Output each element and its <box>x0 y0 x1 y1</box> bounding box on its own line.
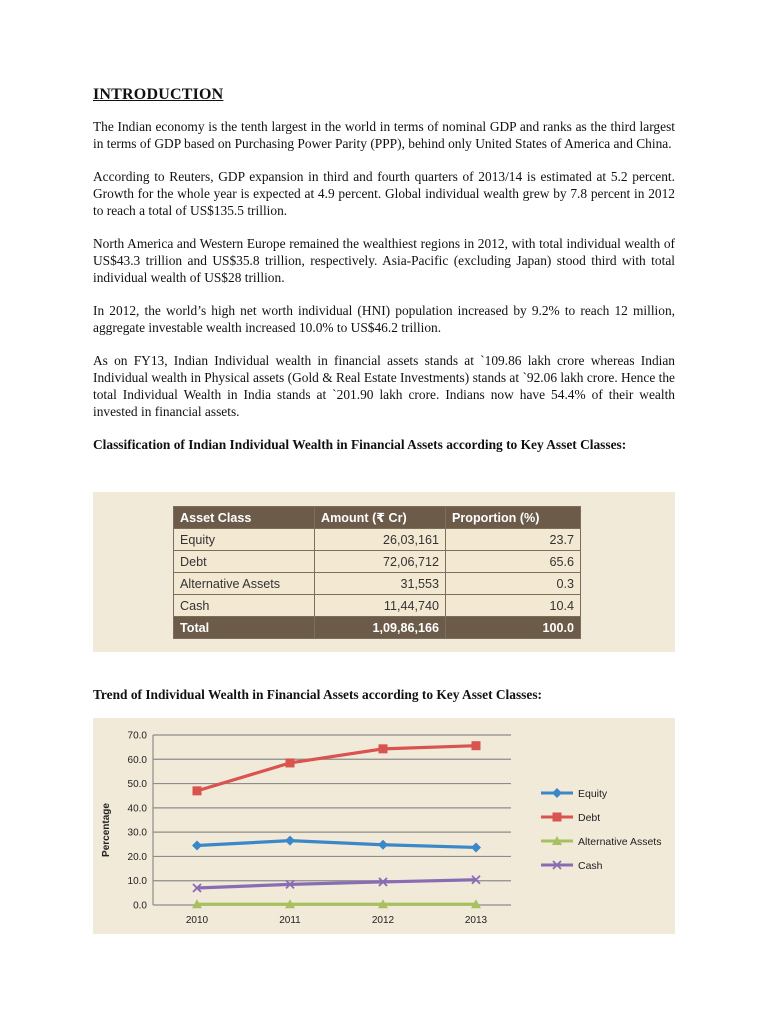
cell-proportion: 65.6 <box>446 551 581 573</box>
y-tick-label: 40.0 <box>127 803 147 815</box>
data-point-debt <box>286 758 295 767</box>
cell-proportion: 10.4 <box>446 595 581 617</box>
table-row <box>174 529 581 551</box>
legend-label-equity: Equity <box>578 788 608 800</box>
x-tick-label: 2013 <box>464 915 488 926</box>
cell-amount: 11,44,740 <box>315 595 446 617</box>
y-tick-label: 0.0 <box>133 900 147 912</box>
data-point-debt <box>379 744 388 753</box>
legend-label-cash: Cash <box>578 860 603 872</box>
data-point-equity <box>192 841 202 851</box>
data-point-debt <box>193 786 202 795</box>
y-tick-label: 50.0 <box>127 779 147 791</box>
cell-proportion: 23.7 <box>446 529 581 551</box>
table-row <box>174 573 581 595</box>
y-tick-label: 60.0 <box>127 754 147 766</box>
cell-amount: 31,553 <box>315 573 446 595</box>
wealth-trend-chart <box>93 718 675 934</box>
asset-table-panel <box>93 492 675 652</box>
column-header-amount: Amount (₹ Cr) <box>315 507 446 529</box>
table-row <box>174 595 581 617</box>
x-tick-label: 2012 <box>371 915 395 926</box>
cell-proportion: 0.3 <box>446 573 581 595</box>
paragraph-gdp: The Indian economy is the tenth largest in the world in terms of nominal GDP and ranks as the third largest in terms of GDP based on Purchasing Power Parity (PPP), behind only United States of America and China. <box>93 119 675 151</box>
x-tick-label: 2010 <box>185 915 209 926</box>
legend-marker-equity <box>552 788 562 798</box>
document-page <box>93 86 675 453</box>
table-row <box>174 551 581 573</box>
y-tick-label: 10.0 <box>127 876 147 888</box>
y-tick-label: 30.0 <box>127 827 147 839</box>
paragraph-fy13: As on FY13, Indian Individual wealth in financial assets stands at `109.86 lakh crore whereas Indian Individual wealth in Physical assets (Gold & Real Estate Investments) stands at `92.06 lakh crore. Hence the total Individual Wealth in India stands at `201.90 lakh crore. Indians now have 54.4% of their wealth invested in financial assets. <box>93 353 675 419</box>
cell-asset-class: Alternative Assets <box>174 573 315 595</box>
paragraph-hni: In 2012, the world’s high net worth individual (HNI) population increased by 9.2% to reach 12 million, aggregate investable wealth increased 10.0% to US$46.2 trillion. <box>93 303 675 335</box>
document-heading: INTRODUCTION <box>93 86 224 103</box>
data-point-equity <box>285 836 295 846</box>
cell-asset-class: Cash <box>174 595 315 617</box>
data-point-debt <box>472 741 481 750</box>
data-point-equity <box>378 840 388 850</box>
table-caption: Classification of Indian Individual Wealth in Financial Assets according to Key Asset Classes: <box>93 437 627 452</box>
x-tick-label: 2011 <box>279 915 301 926</box>
legend-marker-debt <box>553 813 562 822</box>
paragraph-reuters: According to Reuters, GDP expansion in third and fourth quarters of 2013/14 is estimated at 5.2 percent. Growth for the whole year is expected at 4.9 percent. Global individual wealth grew by 7.8 percent in 2012 to reach a total of US$135.5 trillion. <box>93 169 675 218</box>
y-axis-title: Percentage <box>101 803 112 857</box>
table-header-row <box>174 507 581 529</box>
y-tick-label: 70.0 <box>127 730 147 742</box>
cell-asset-class: Debt <box>174 551 315 573</box>
cell-amount: 72,06,712 <box>315 551 446 573</box>
asset-class-table <box>173 506 581 639</box>
cell-total-label: Total <box>174 617 315 639</box>
legend-label-debt: Debt <box>578 812 601 824</box>
data-point-equity <box>471 842 481 852</box>
column-header-asset-class: Asset Class <box>174 507 315 529</box>
paragraph-regions: North America and Western Europe remained the wealthiest regions in 2012, with total individual wealth of US$43.3 trillion and US$35.8 trillion, respectively. Asia-Pacific (excluding Japan) stood third with total individual wealth of US$28 trillion. <box>93 236 675 285</box>
cell-total-amount: 1,09,86,166 <box>315 617 446 639</box>
column-header-proportion: Proportion (%) <box>446 507 581 529</box>
cell-amount: 26,03,161 <box>315 529 446 551</box>
legend-label-alternative-assets: Alternative Assets <box>578 836 662 848</box>
series-line-equity <box>197 841 476 848</box>
cell-total-proportion: 100.0 <box>446 617 581 639</box>
cell-asset-class: Equity <box>174 529 315 551</box>
y-tick-label: 20.0 <box>127 851 147 863</box>
chart-caption: Trend of Individual Wealth in Financial Assets according to Key Asset Classes: <box>93 687 543 702</box>
table-total-row <box>174 617 581 639</box>
wealth-trend-chart-panel <box>93 718 675 934</box>
